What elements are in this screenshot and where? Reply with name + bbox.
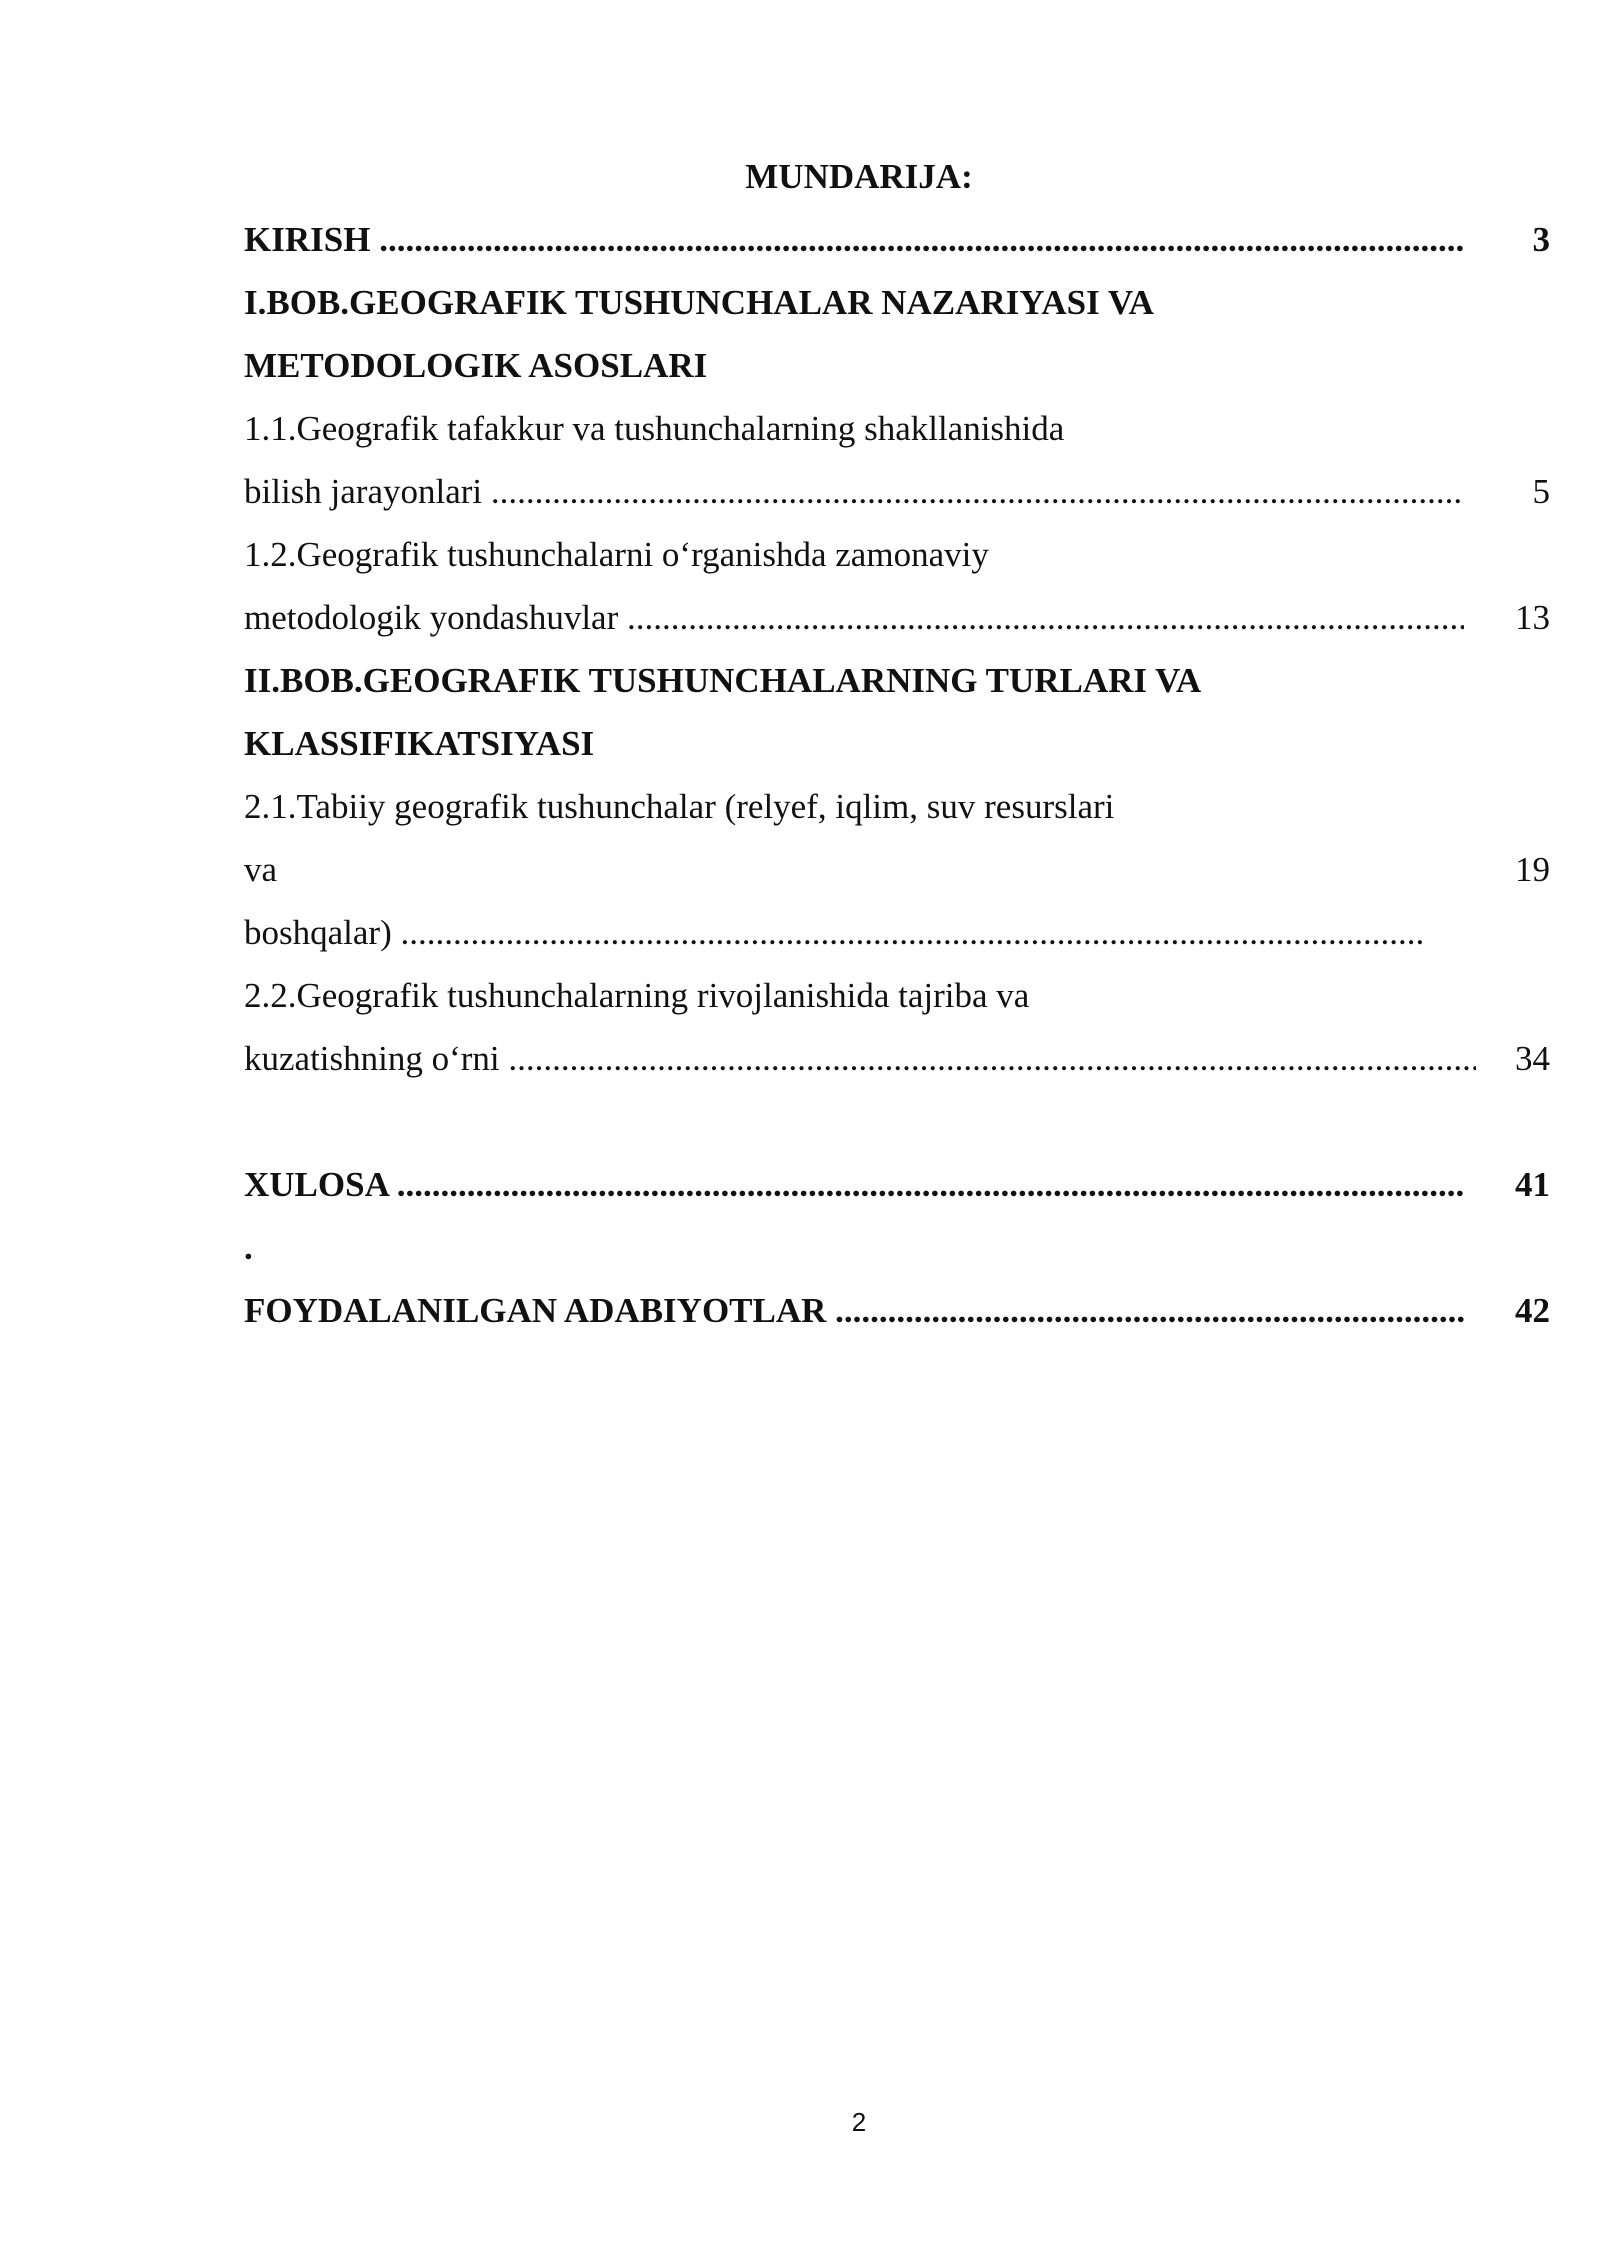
toc-entry-text: 1.1.Geografik tafakkur va tushunchalarning shakllanishida [244,409,1065,448]
toc-section-2-2 [244,971,1550,1021]
toc-page-number: 3 [1532,220,1550,259]
toc-page-number: 5 [1532,472,1550,511]
toc-section-2-2-cont [244,1034,1550,1084]
toc-entry-xulosa [244,1160,1550,1210]
toc-entry-text: kuzatishning o‘rni ..... [244,1034,1476,1084]
toc-section-2-1 [244,782,1550,832]
toc-section-1-2-cont [244,593,1550,643]
toc-entry-text: 2.1.Tabiiy geografik tushunchalar (relyef, iqlim, suv resurslari [244,787,1115,826]
toc-entry-text: II.BOB.GEOGRAFIK TUSHUNCHALARNING TURLARI VA [244,661,1202,700]
toc-chapter-1-heading-cont [244,341,1550,391]
toc-section-1-2 [244,530,1550,580]
toc-page-number: 41 [1515,1165,1550,1204]
toc-title: MUNDARIJA: [745,157,973,196]
toc-entry-text: va [244,850,278,889]
toc-entry-text: KIRISH ..... [244,215,1464,265]
toc-entry-text: . [244,1228,253,1267]
toc-entry-text: 2.2.Geografik tushunchalarning rivojlanishida tajriba va [244,976,1030,1015]
toc-entry-text: FOYDALANILGAN ADABIYOTLAR ..... [244,1286,1464,1336]
toc-entry-text: KLASSIFIKATSIYASI [244,724,595,763]
toc-entry-text: boshqalar) ..... [244,908,1424,958]
toc-section-2-1-cont2 [244,908,1550,958]
toc-section-1-1 [244,404,1550,454]
toc-entry-text: I.BOB.GEOGRAFIK TUSHUNCHALAR NAZARIYASI VA [244,283,1154,322]
toc-section-1-1-cont [244,467,1550,517]
toc-page-number: 13 [1515,598,1550,637]
toc-entry-text: XULOSA ..... [244,1160,1464,1210]
toc-chapter-1-heading [244,278,1550,328]
toc-entry-references [244,1286,1550,1336]
page-number-footer: 2 [851,2107,867,2137]
toc-page-number: 34 [1515,1039,1550,1078]
toc-entry-text: METODOLOGIK ASOSLARI [244,346,708,385]
toc-chapter-2-heading-cont [244,719,1550,769]
toc-chapter-2-heading [244,656,1550,706]
toc-page-number: 42 [1515,1291,1550,1330]
toc-entry-text: metodologik yondashuvlar ..... [244,593,1464,643]
toc-section-2-1-cont [244,845,1550,895]
toc-stray-dot [244,1223,1550,1273]
toc-entry-kirish [244,215,1550,265]
toc-page-number: 19 [1515,850,1550,889]
toc-entry-text: 1.2.Geografik tushunchalarni o‘rganishda zamonaviy [244,535,989,574]
toc-entry-text: bilish jarayonlari ..... [244,467,1464,517]
